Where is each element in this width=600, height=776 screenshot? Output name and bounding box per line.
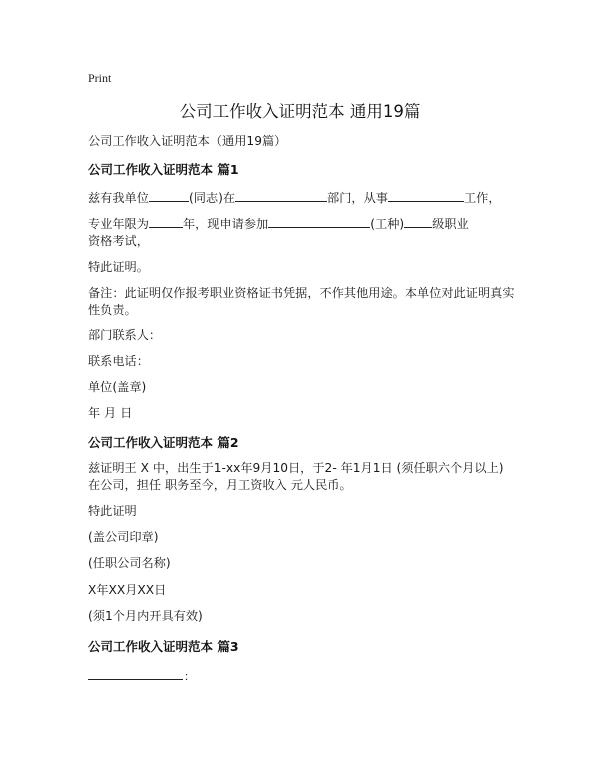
line2-text-d: 级职业资格考试， <box>88 217 469 248</box>
section2-validity: (须1个月内开具有效) <box>88 609 203 623</box>
section3-colon: ： <box>184 670 195 683</box>
section3-heading: 公司工作收入证明范本 篇3 <box>88 639 239 654</box>
section1-line1 <box>88 188 518 207</box>
section2-certify: 特此证明 <box>88 504 137 518</box>
section1-unit: 单位(盖章) <box>88 380 147 394</box>
blank-level <box>404 214 432 228</box>
line1-text-a: 兹有我单位 <box>88 191 149 205</box>
section1-contact: 部门联系人： <box>88 328 162 342</box>
section1-note: 备注：此证明仅作报考职业资格证书凭据，不作其他用途。本单位对此证明真实性负责。 <box>88 286 515 317</box>
line2-text-a: 专业年限为 <box>88 217 149 231</box>
section2-seal: (盖公司印章) <box>88 530 159 544</box>
line1-text-c: 部门，从事 <box>327 191 388 205</box>
document-title: 公司工作收入证明范本 通用19篇 <box>179 102 421 121</box>
print-label: Print <box>88 71 112 85</box>
section1-heading: 公司工作收入证明范本 篇1 <box>88 162 239 177</box>
section2-date: X年XX月XX日 <box>88 583 167 597</box>
section1-certify: 特此证明。 <box>88 260 149 274</box>
section1-date: 年 月 日 <box>88 406 133 420</box>
blank-department <box>235 188 327 202</box>
section1-line2 <box>88 214 478 250</box>
section2-heading: 公司工作收入证明范本 篇2 <box>88 435 239 450</box>
line2-text-b: 年，现申请参加 <box>182 217 269 231</box>
blank-recipient <box>88 679 183 680</box>
line1-text-d: 工作， <box>463 191 501 205</box>
section1-phone: 联系电话： <box>88 354 149 368</box>
section2-company: (任职公司名称) <box>88 556 171 570</box>
blank-years <box>149 214 183 228</box>
blank-work <box>388 188 464 202</box>
blank-exam <box>268 214 370 228</box>
line1-text-b: (同志)在 <box>188 191 236 205</box>
section2-body: 兹证明王 X 中，出生于1-xx年9月10日，于2- 年1月1日 (须任职六个月以上) 在公司，担任 职务至今，月工资收入 元人民币。 <box>88 461 504 492</box>
blank-name <box>149 188 189 202</box>
line2-text-c: (工种) <box>370 217 405 231</box>
intro-line: 公司工作收入证明范本（通用19篇） <box>88 134 287 148</box>
